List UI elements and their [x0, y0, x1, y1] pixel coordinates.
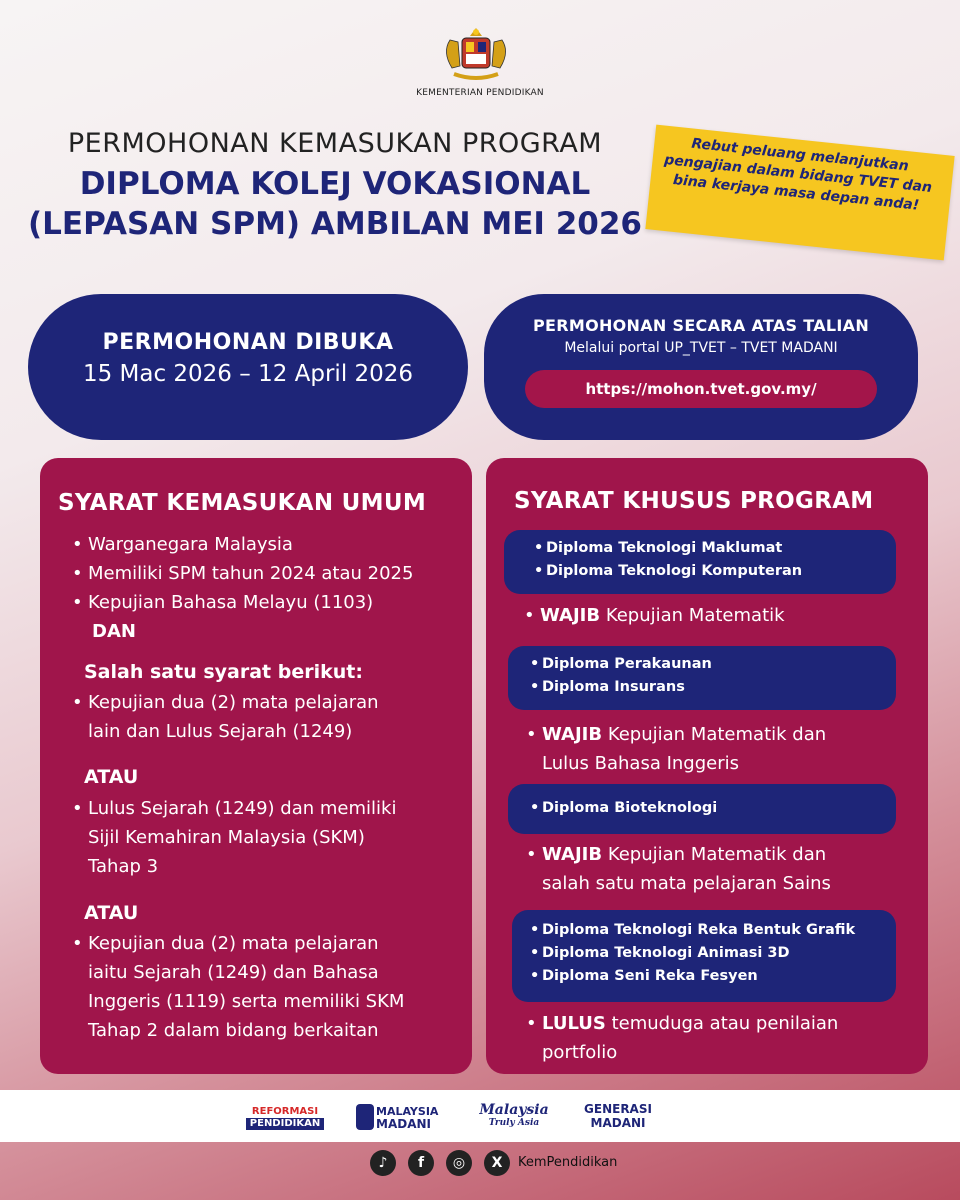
reformasi-pendidikan-logo	[246, 1106, 324, 1130]
requirement-text: Kepujian Matematik dan	[607, 844, 827, 865]
program-item: • Diploma Teknologi Animasi 3D	[542, 942, 896, 965]
instagram-icon[interactable]: ◎	[446, 1150, 472, 1176]
program-item: • Diploma Seni Reka Fesyen	[542, 965, 896, 988]
program-item: • Diploma Perakaunan	[542, 653, 896, 676]
logo-text: MADANI	[376, 1117, 431, 1131]
visit-malaysia-logo	[474, 1102, 554, 1128]
requirement-3-continued: salah satu mata pelajaran Sains	[542, 873, 831, 894]
program-item: • Diploma Bioteknologi	[542, 797, 896, 820]
requirement-text: Kepujian Matematik	[605, 605, 785, 626]
malaysia-madani-logo	[356, 1100, 448, 1134]
logo-text: MALAYSIA	[376, 1105, 439, 1118]
social-handle: KemPendidikan	[518, 1155, 618, 1170]
list-item: • Warganegara Malaysia	[88, 530, 293, 559]
list-item: • Kepujian dua (2) mata pelajaran	[88, 688, 379, 717]
logo-text: Malaysia	[479, 1102, 549, 1118]
list-item-continued: lain dan Lulus Sejarah (1249)	[88, 721, 353, 742]
requirement-2	[542, 720, 826, 749]
list-item-continued: Tahap 2 dalam bidang berkaitan	[88, 1020, 379, 1041]
list-item: • Kepujian Bahasa Melayu (1103)	[88, 588, 373, 617]
coat-of-arms-icon	[436, 22, 516, 86]
list-item: • Memiliki SPM tahun 2024 atau 2025	[88, 559, 413, 588]
tiktok-icon[interactable]: ♪	[370, 1150, 396, 1176]
general-requirements-title: SYARAT KEMASUKAN UMUM	[58, 490, 427, 516]
application-url-link[interactable]: https://mohon.tvet.gov.my/	[525, 370, 877, 408]
program-group-2	[508, 646, 896, 710]
online-application-pill	[484, 294, 918, 440]
requirement-text: temuduga atau penilaian	[611, 1013, 839, 1034]
title-line-3: (LEPASAN SPM) AMBILAN MEI 2026	[28, 206, 642, 242]
hand-icon	[356, 1104, 374, 1130]
list-item: • Kepujian dua (2) mata pelajaran	[88, 929, 379, 958]
list-item-continued: Inggeris (1119) serta memiliki SKM	[88, 991, 405, 1012]
requirement-4-continued: portfolio	[542, 1042, 618, 1063]
promo-banner-text: Rebut peluang melanjutkan pengajian dalam bidang TVET dan bina kerjaya masa depan anda!	[663, 135, 933, 214]
program-group-3	[508, 784, 896, 834]
program-item: • Diploma Insurans	[542, 676, 896, 699]
requirement-keyword: LULUS	[542, 1013, 606, 1034]
application-period-heading: PERMOHONAN DIBUKA	[102, 330, 394, 355]
specific-requirements-title: SYARAT KHUSUS PROGRAM	[514, 488, 874, 514]
logo-text: REFORMASI	[251, 1106, 319, 1117]
specific-requirements-card	[486, 458, 928, 1074]
requirement-3	[542, 840, 826, 869]
online-application-subtext: Melalui portal UP_TVET – TVET MADANI	[564, 340, 838, 356]
program-group-1	[504, 530, 896, 594]
title-line-1: PERMOHONAN KEMASUKAN PROGRAM	[67, 128, 603, 159]
program-item: • Diploma Teknologi Reka Bentuk Grafik	[542, 919, 896, 942]
logo-text: Truly Asia	[488, 1118, 540, 1128]
generasi-madani-logo	[576, 1102, 660, 1130]
list-item-continued: Sijil Kemahiran Malaysia (SKM)	[88, 827, 365, 848]
logo-text: GENERASI	[584, 1102, 652, 1116]
application-period-pill	[28, 294, 468, 440]
program-group-4	[512, 910, 896, 1002]
title-line-2: DIPLOMA KOLEJ VOKASIONAL	[79, 166, 591, 202]
or-label: ATAU	[84, 766, 139, 788]
requirement-keyword: WAJIB	[542, 844, 603, 865]
requirement-4	[542, 1009, 838, 1038]
online-application-heading: PERMOHONAN SECARA ATAS TALIAN	[532, 316, 870, 335]
x-icon[interactable]: X	[484, 1150, 510, 1176]
application-period-dates: 15 Mac 2026 – 12 April 2026	[82, 361, 414, 387]
program-item: • Diploma Teknologi Maklumat	[546, 537, 896, 560]
requirement-keyword: WAJIB	[540, 605, 601, 626]
and-label: DAN	[92, 621, 136, 642]
requirement-1	[540, 601, 785, 630]
one-of-label: Salah satu syarat berikut:	[84, 661, 363, 683]
requirement-keyword: WAJIB	[542, 724, 603, 745]
requirement-2-continued: Lulus Bahasa Inggeris	[542, 753, 739, 774]
logo-text: MADANI	[590, 1116, 646, 1130]
ministry-name: KEMENTERIAN PENDIDIKAN	[416, 88, 544, 98]
logo-text: PENDIDIKAN	[246, 1118, 324, 1130]
list-item-continued: Tahap 3	[88, 856, 159, 877]
list-item: • Lulus Sejarah (1249) dan memiliki	[88, 794, 396, 823]
or-label: ATAU	[84, 902, 139, 924]
facebook-icon[interactable]: f	[408, 1150, 434, 1176]
list-item-continued: iaitu Sejarah (1249) dan Bahasa	[88, 962, 379, 983]
requirement-text: Kepujian Matematik dan	[607, 724, 827, 745]
general-requirements-card	[40, 458, 472, 1074]
program-item: • Diploma Teknologi Komputeran	[546, 560, 896, 583]
footer-logo-bar	[0, 1090, 960, 1142]
